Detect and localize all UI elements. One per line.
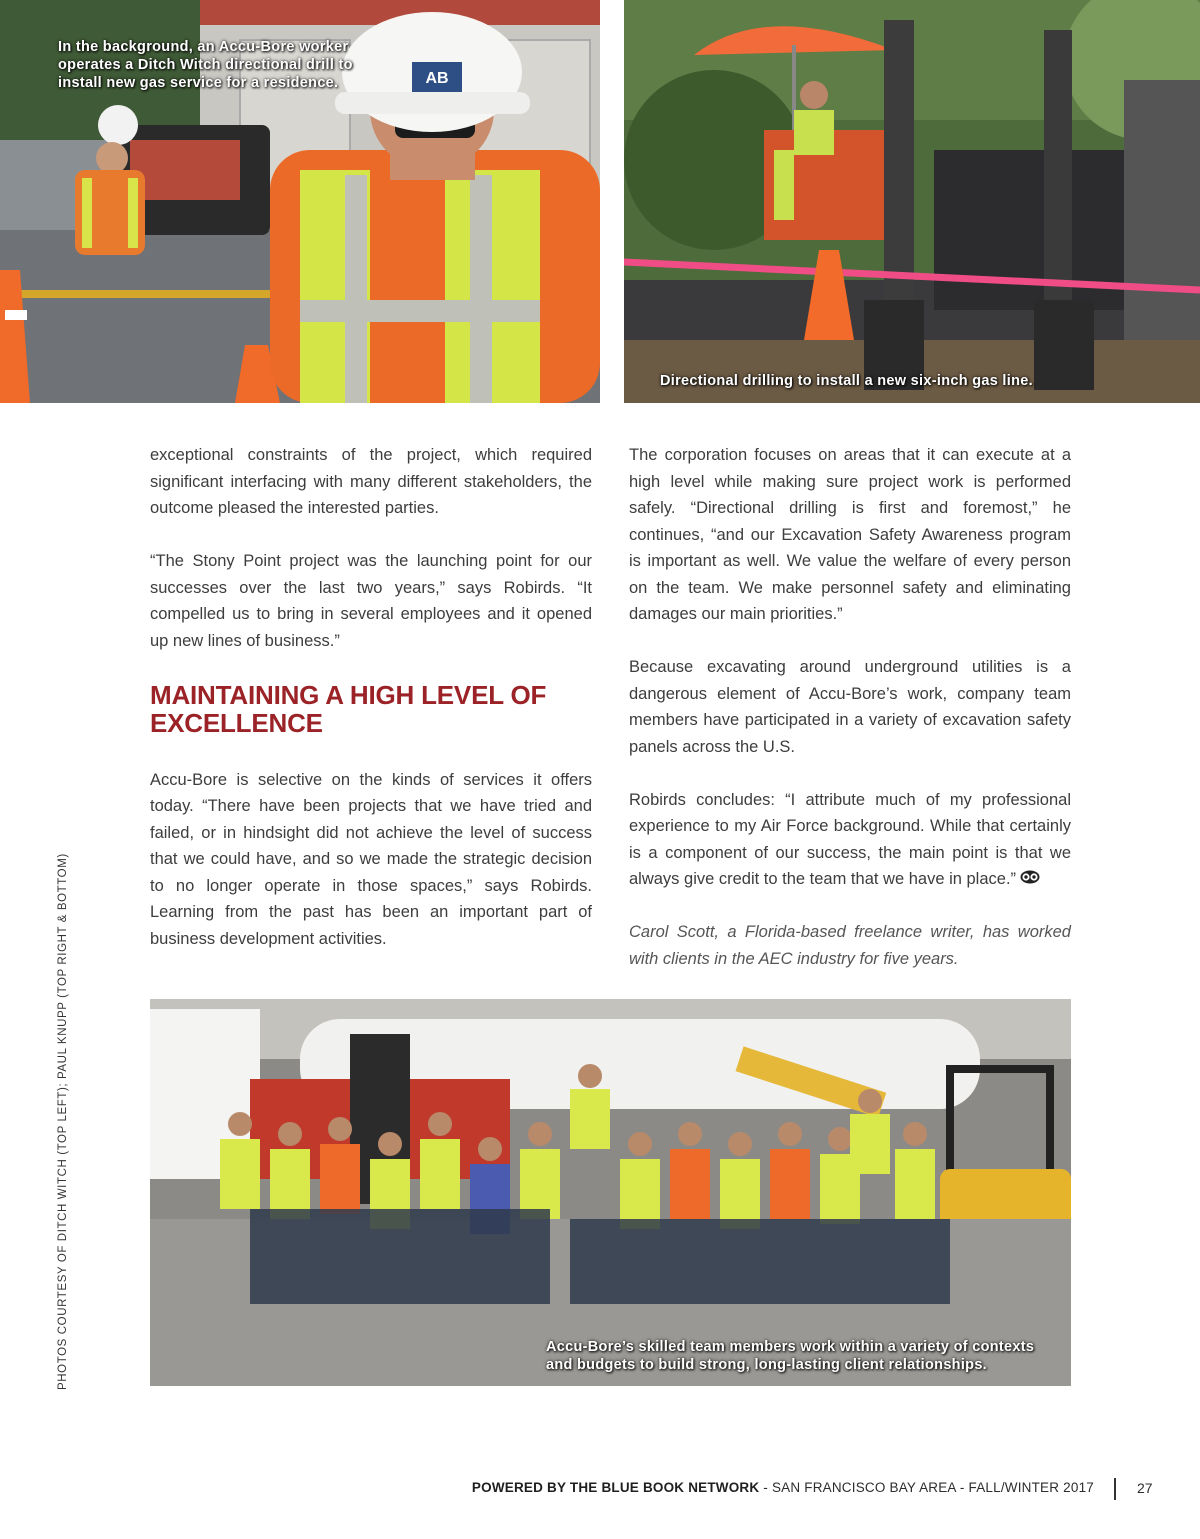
- author-note: Carol Scott, a Florida-based freelance writer, has worked with clients in the AEC industry for five years.: [629, 923, 1071, 968]
- svg-text:AB: AB: [425, 70, 449, 87]
- footer-divider: [1114, 1478, 1116, 1500]
- right-paragraph-3: [629, 787, 1071, 893]
- left-paragraph-3: Accu-Bore is selective on the kinds of services it offers today. “There have been projects that we have tried and failed, or in hindsight did not achieve the level of success that we could have, and so we made the strategic decision to no longer operate in those spaces,” says Robirds. Learning from the past has been an important part of business development activities.: [150, 770, 592, 948]
- caption-bottom: Accu-Bore’s skilled team members work within a variety of contexts and budgets to build strong, long-lasting client relationships.: [546, 1339, 1035, 1373]
- photo-directional-drill: [624, 0, 1200, 403]
- caption-top-right: Directional drilling to install a new six-inch gas line.: [660, 373, 1033, 389]
- article-right-column: [629, 442, 1071, 999]
- article-left-column: [150, 442, 592, 979]
- page-number: 27: [1137, 1480, 1153, 1496]
- footer-text: [472, 1480, 1094, 1495]
- team-illustration: [150, 999, 1071, 1386]
- section-heading: MAINTAINING A HIGH LEVEL OF EXCELLENCE: [150, 679, 547, 738]
- page-footer: [0, 1478, 1200, 1500]
- owl-end-mark-icon: [1020, 866, 1040, 893]
- right-paragraph-2: Because excavating around underground utilities is a dangerous element of Accu-Bore’s work, company team members have participated in a variety of excavation safety panels across the U.S.: [629, 658, 1071, 756]
- footer-details: - SAN FRANCISCO BAY AREA - FALL/WINTER 2017: [759, 1480, 1094, 1495]
- left-paragraph-2: “The Stony Point project was the launching point for our successes over the last two years,” says Robirds. “It compelled us to bring in several employees and it opened up new lines of business.”: [150, 552, 592, 650]
- photo-worker-hard-hat: [0, 0, 600, 403]
- photo-team-group: [150, 999, 1071, 1386]
- photo-credit: PHOTOS COURTESY OF DITCH WITCH (TOP LEFT); PAUL KNUPP (TOP RIGHT & BOTTOM): [57, 853, 69, 1390]
- drill-illustration: [624, 0, 1200, 403]
- left-paragraph-1: exceptional constraints of the project, which required significant interfacing with many different stakeholders, the outcome pleased the interested parties.: [150, 446, 592, 517]
- right-paragraph-1: The corporation focuses on areas that it can execute at a high level while making sure project work is performed safely. “Directional drilling is first and foremost,” he continues, “and our Excavation Safety Awareness program is important as well. We value the welfare of every person on the team. We make personnel safety and eliminating damages our main priorities.”: [629, 446, 1071, 623]
- footer-brand: POWERED BY THE BLUE BOOK NETWORK: [471, 1480, 760, 1495]
- caption-top-left: In the background, an Accu-Bore worker operates a Ditch Witch directional drill to install new gas service for a residence.: [58, 39, 353, 91]
- right-paragraph-3-text: Robirds concludes: “I attribute much of my professional experience to my Air Force background. While that certainly is a component of our success, the main point is that we always give credit to the team that we have in place.”: [629, 790, 1071, 888]
